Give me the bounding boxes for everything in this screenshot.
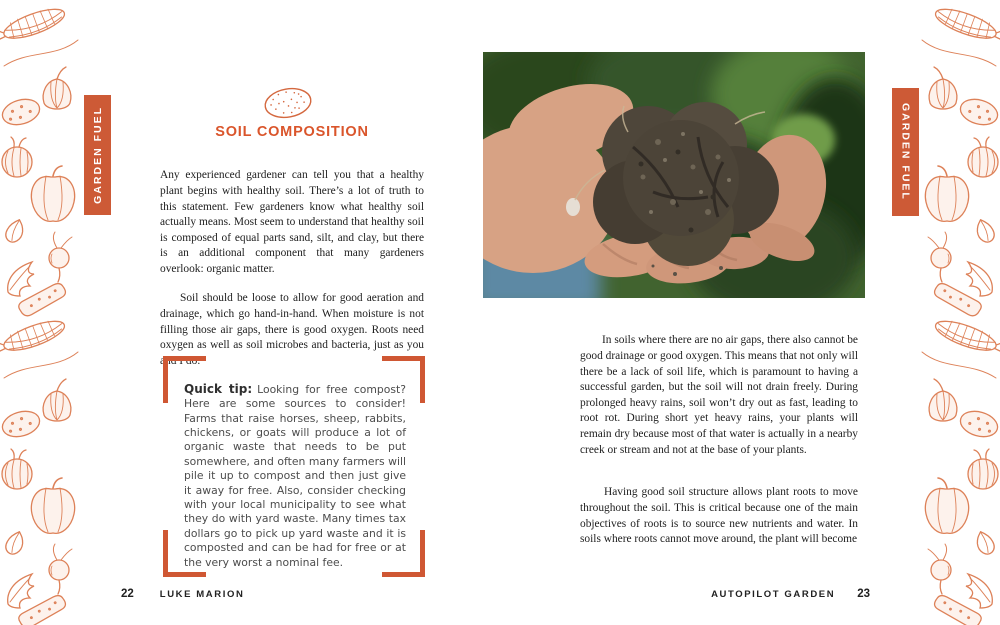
vegetable-border-right xyxy=(920,0,1000,625)
left-paragraph-1: Any experienced gardener can tell you that a healthy plant begins with healthy soil. There’s a lot of truth to this statement. Few gardeners know what healthy soil actually means. Most seem to understand that healthy soil is composed of equal parts sand, silt, and clay, but there is an additional component that many gardeners overlook: organic matter. xyxy=(160,169,424,275)
page-title: SOIL COMPOSITION xyxy=(215,123,369,140)
chapter-tab-label: GARDEN FUEL xyxy=(899,103,912,201)
quick-tip-box xyxy=(184,382,406,570)
page-number-left: 22 xyxy=(121,588,134,600)
footer-author: LUKE MARION xyxy=(159,589,245,600)
soil-in-hands-photo xyxy=(483,52,865,298)
footer-book-title: AUTOPILOT GARDEN xyxy=(711,589,836,600)
left-paragraph-2: Soil should be loose to allow for good aeration and drainage, which go hand-in-hand. When moisture is not filling those air gaps, there is good oxygen. Roots need oxygen as well as soil microbes and bacteria, just as you and I do. xyxy=(160,292,424,367)
right-paragraph-1: In soils where there are no air gaps, there also cannot be good drainage or good oxygen. This means that not only will there be a lack of soil life, which is paramount to having a successful garden, but the soil will not drain freely. During prolonged heavy rains, soil won’t dry out as fast, leading to root rot. During short yet heavy rains, your plants will remain dry because most of that water is actually in a nearby creek or stream and not at the base of your plants. xyxy=(580,334,858,456)
vegetable-border-left xyxy=(0,0,80,625)
right-paragraph-2: Having good soil structure allows plant roots to move throughout the soil. This is critical because one of the main objectives of roots is to source new nutrients and water. In soils where roots cannot move around, the plant will become xyxy=(580,486,858,546)
chapter-tab-label: GARDEN FUEL xyxy=(91,106,104,204)
footer-left xyxy=(121,588,244,600)
chapter-tab-right xyxy=(892,88,919,216)
quick-tip-label: Quick tip: xyxy=(184,381,253,396)
page-number-right: 23 xyxy=(857,588,870,600)
footer-right xyxy=(711,588,870,600)
chapter-tab-left xyxy=(84,95,111,215)
potato-sketch-icon xyxy=(262,84,314,120)
quick-tip-text: Looking for free compost? Here are some sources to consider! Farms that raise horses, sheep, rabbits, chickens, or goats will produce a lot of organic waste that needs to be put somewhere, and often many farmers will pile it up to compost and then just give it away for free. Also, consider checking with your local municipality to see what they do with yard waste. Many times tax dollars go to pick up yard waste and it is composted and can be had for free or at the very worst a nominal fee. xyxy=(184,382,406,569)
